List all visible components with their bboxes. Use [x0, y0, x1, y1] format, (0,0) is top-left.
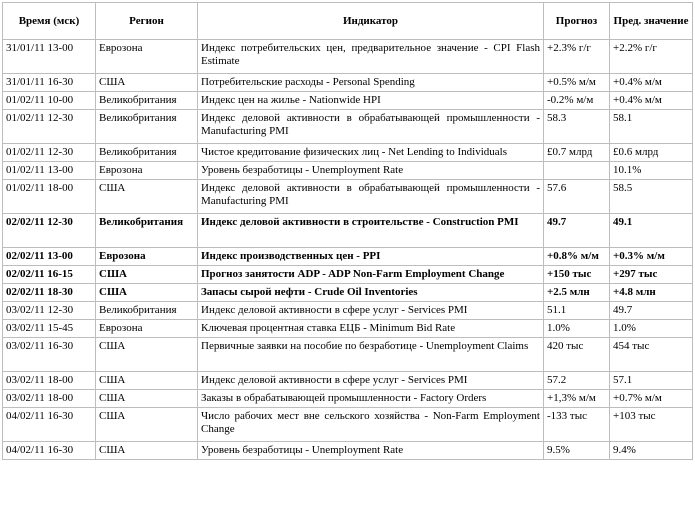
table-row	[3, 320, 693, 338]
cell-region: Великобритания	[96, 144, 198, 162]
cell-previous: +0.7% м/м	[610, 390, 693, 408]
cell-indicator: Число рабочих мест вне сельского хозяйства - Non-Farm Employment Change	[198, 408, 544, 442]
cell-time: 02/02/11 13-00	[3, 248, 96, 266]
cell-indicator: Первичные заявки на пособие по безработице - Unemployment Claims	[198, 338, 544, 372]
table-row	[3, 372, 693, 390]
cell-time: 01/02/11 18-00	[3, 180, 96, 214]
cell-region: США	[96, 442, 198, 460]
cell-time: 02/02/11 18-30	[3, 284, 96, 302]
cell-forecast: -133 тыс	[544, 408, 610, 442]
table-row	[3, 110, 693, 144]
table-row	[3, 390, 693, 408]
cell-time: 03/02/11 12-30	[3, 302, 96, 320]
cell-forecast: +0.5% м/м	[544, 74, 610, 92]
header-row	[3, 3, 693, 40]
cell-region: США	[96, 266, 198, 284]
cell-previous: 58.1	[610, 110, 693, 144]
cell-previous: 454 тыс	[610, 338, 693, 372]
cell-forecast: +2.3% г/г	[544, 40, 610, 74]
cell-time: 03/02/11 18-00	[3, 372, 96, 390]
table-row	[3, 40, 693, 74]
cell-region: США	[96, 284, 198, 302]
table-row	[3, 92, 693, 110]
cell-previous: +4.8 млн	[610, 284, 693, 302]
cell-region: Еврозона	[96, 320, 198, 338]
cell-previous: +0.4% м/м	[610, 92, 693, 110]
cell-indicator: Индекс деловой активности в обрабатывающей промышленности - Manufacturing PMI	[198, 110, 544, 144]
cell-region: Еврозона	[96, 40, 198, 74]
cell-time: 04/02/11 16-30	[3, 408, 96, 442]
table-row	[3, 248, 693, 266]
cell-forecast	[544, 162, 610, 180]
cell-forecast: 57.2	[544, 372, 610, 390]
column-header-forecast: Прогноз	[544, 3, 610, 40]
cell-region: Великобритания	[96, 214, 198, 248]
table-row	[3, 338, 693, 372]
cell-previous: 1.0%	[610, 320, 693, 338]
cell-indicator: Уровень безработицы - Unemployment Rate	[198, 162, 544, 180]
cell-forecast: +0.8% м/м	[544, 248, 610, 266]
cell-region: США	[96, 408, 198, 442]
cell-previous: +0.3% м/м	[610, 248, 693, 266]
cell-region: Великобритания	[96, 302, 198, 320]
cell-forecast: 420 тыс	[544, 338, 610, 372]
cell-indicator: Индекс деловой активности в строительстве - Construction PMI	[198, 214, 544, 248]
cell-indicator: Потребительские расходы - Personal Spending	[198, 74, 544, 92]
cell-region: США	[96, 74, 198, 92]
cell-indicator: Индекс производственных цен - PPI	[198, 248, 544, 266]
table-row	[3, 408, 693, 442]
cell-indicator: Индекс деловой активности в сфере услуг - Services PMI	[198, 302, 544, 320]
table-row	[3, 74, 693, 92]
cell-region: Еврозона	[96, 248, 198, 266]
cell-time: 03/02/11 16-30	[3, 338, 96, 372]
cell-time: 02/02/11 16-15	[3, 266, 96, 284]
cell-forecast: -0.2% м/м	[544, 92, 610, 110]
cell-indicator: Прогноз занятости ADP - ADP Non-Farm Employment Change	[198, 266, 544, 284]
table-row	[3, 266, 693, 284]
cell-forecast: +1,3% м/м	[544, 390, 610, 408]
cell-time: 31/01/11 16-30	[3, 74, 96, 92]
cell-previous: +2.2% г/г	[610, 40, 693, 74]
cell-region: США	[96, 390, 198, 408]
cell-time: 31/01/11 13-00	[3, 40, 96, 74]
cell-forecast: +150 тыс	[544, 266, 610, 284]
cell-previous: £0.6 млрд	[610, 144, 693, 162]
cell-forecast: +2.5 млн	[544, 284, 610, 302]
cell-previous: 49.1	[610, 214, 693, 248]
table-body	[3, 40, 693, 460]
table-row	[3, 162, 693, 180]
cell-time: 04/02/11 16-30	[3, 442, 96, 460]
table-row	[3, 284, 693, 302]
cell-region: США	[96, 338, 198, 372]
cell-indicator: Чистое кредитование физических лиц - Net Lending to Individuals	[198, 144, 544, 162]
cell-indicator: Уровень безработицы - Unemployment Rate	[198, 442, 544, 460]
cell-indicator: Запасы сырой нефти - Crude Oil Inventories	[198, 284, 544, 302]
table-row	[3, 442, 693, 460]
table-row	[3, 180, 693, 214]
cell-forecast: 9.5%	[544, 442, 610, 460]
cell-previous: 57.1	[610, 372, 693, 390]
cell-previous: 9.4%	[610, 442, 693, 460]
cell-forecast: 49.7	[544, 214, 610, 248]
cell-previous: 10.1%	[610, 162, 693, 180]
cell-region: Великобритания	[96, 92, 198, 110]
cell-previous: 49.7	[610, 302, 693, 320]
column-header-time: Время (мск)	[3, 3, 96, 40]
cell-time: 01/02/11 10-00	[3, 92, 96, 110]
cell-indicator: Индекс деловой активности в сфере услуг - Services PMI	[198, 372, 544, 390]
column-header-indicator: Индикатор	[198, 3, 544, 40]
cell-forecast: 57.6	[544, 180, 610, 214]
cell-indicator: Индекс цен на жилье - Nationwide HPI	[198, 92, 544, 110]
cell-time: 01/02/11 12-30	[3, 144, 96, 162]
cell-time: 01/02/11 12-30	[3, 110, 96, 144]
column-header-region: Регион	[96, 3, 198, 40]
cell-region: США	[96, 372, 198, 390]
cell-indicator: Ключевая процентная ставка ЕЦБ - Minimum Bid Rate	[198, 320, 544, 338]
cell-time: 03/02/11 18-00	[3, 390, 96, 408]
cell-forecast: £0.7 млрд	[544, 144, 610, 162]
cell-indicator: Заказы в обрабатывающей промышленности - Factory Orders	[198, 390, 544, 408]
cell-region: Еврозона	[96, 162, 198, 180]
cell-time: 03/02/11 15-45	[3, 320, 96, 338]
table-row	[3, 214, 693, 248]
table-row	[3, 302, 693, 320]
cell-forecast: 58.3	[544, 110, 610, 144]
cell-previous: +297 тыс	[610, 266, 693, 284]
cell-forecast: 1.0%	[544, 320, 610, 338]
economic-calendar-table	[2, 2, 693, 460]
column-header-previous: Пред. значение	[610, 3, 693, 40]
cell-time: 01/02/11 13-00	[3, 162, 96, 180]
cell-indicator: Индекс деловой активности в обрабатывающей промышленности - Manufacturing PMI	[198, 180, 544, 214]
cell-previous: +0.4% м/м	[610, 74, 693, 92]
cell-region: Великобритания	[96, 110, 198, 144]
table-row	[3, 144, 693, 162]
cell-previous: +103 тыс	[610, 408, 693, 442]
cell-time: 02/02/11 12-30	[3, 214, 96, 248]
cell-forecast: 51.1	[544, 302, 610, 320]
cell-previous: 58.5	[610, 180, 693, 214]
cell-region: США	[96, 180, 198, 214]
cell-indicator: Индекс потребительских цен, предварительное значение - CPI Flash Estimate	[198, 40, 544, 74]
